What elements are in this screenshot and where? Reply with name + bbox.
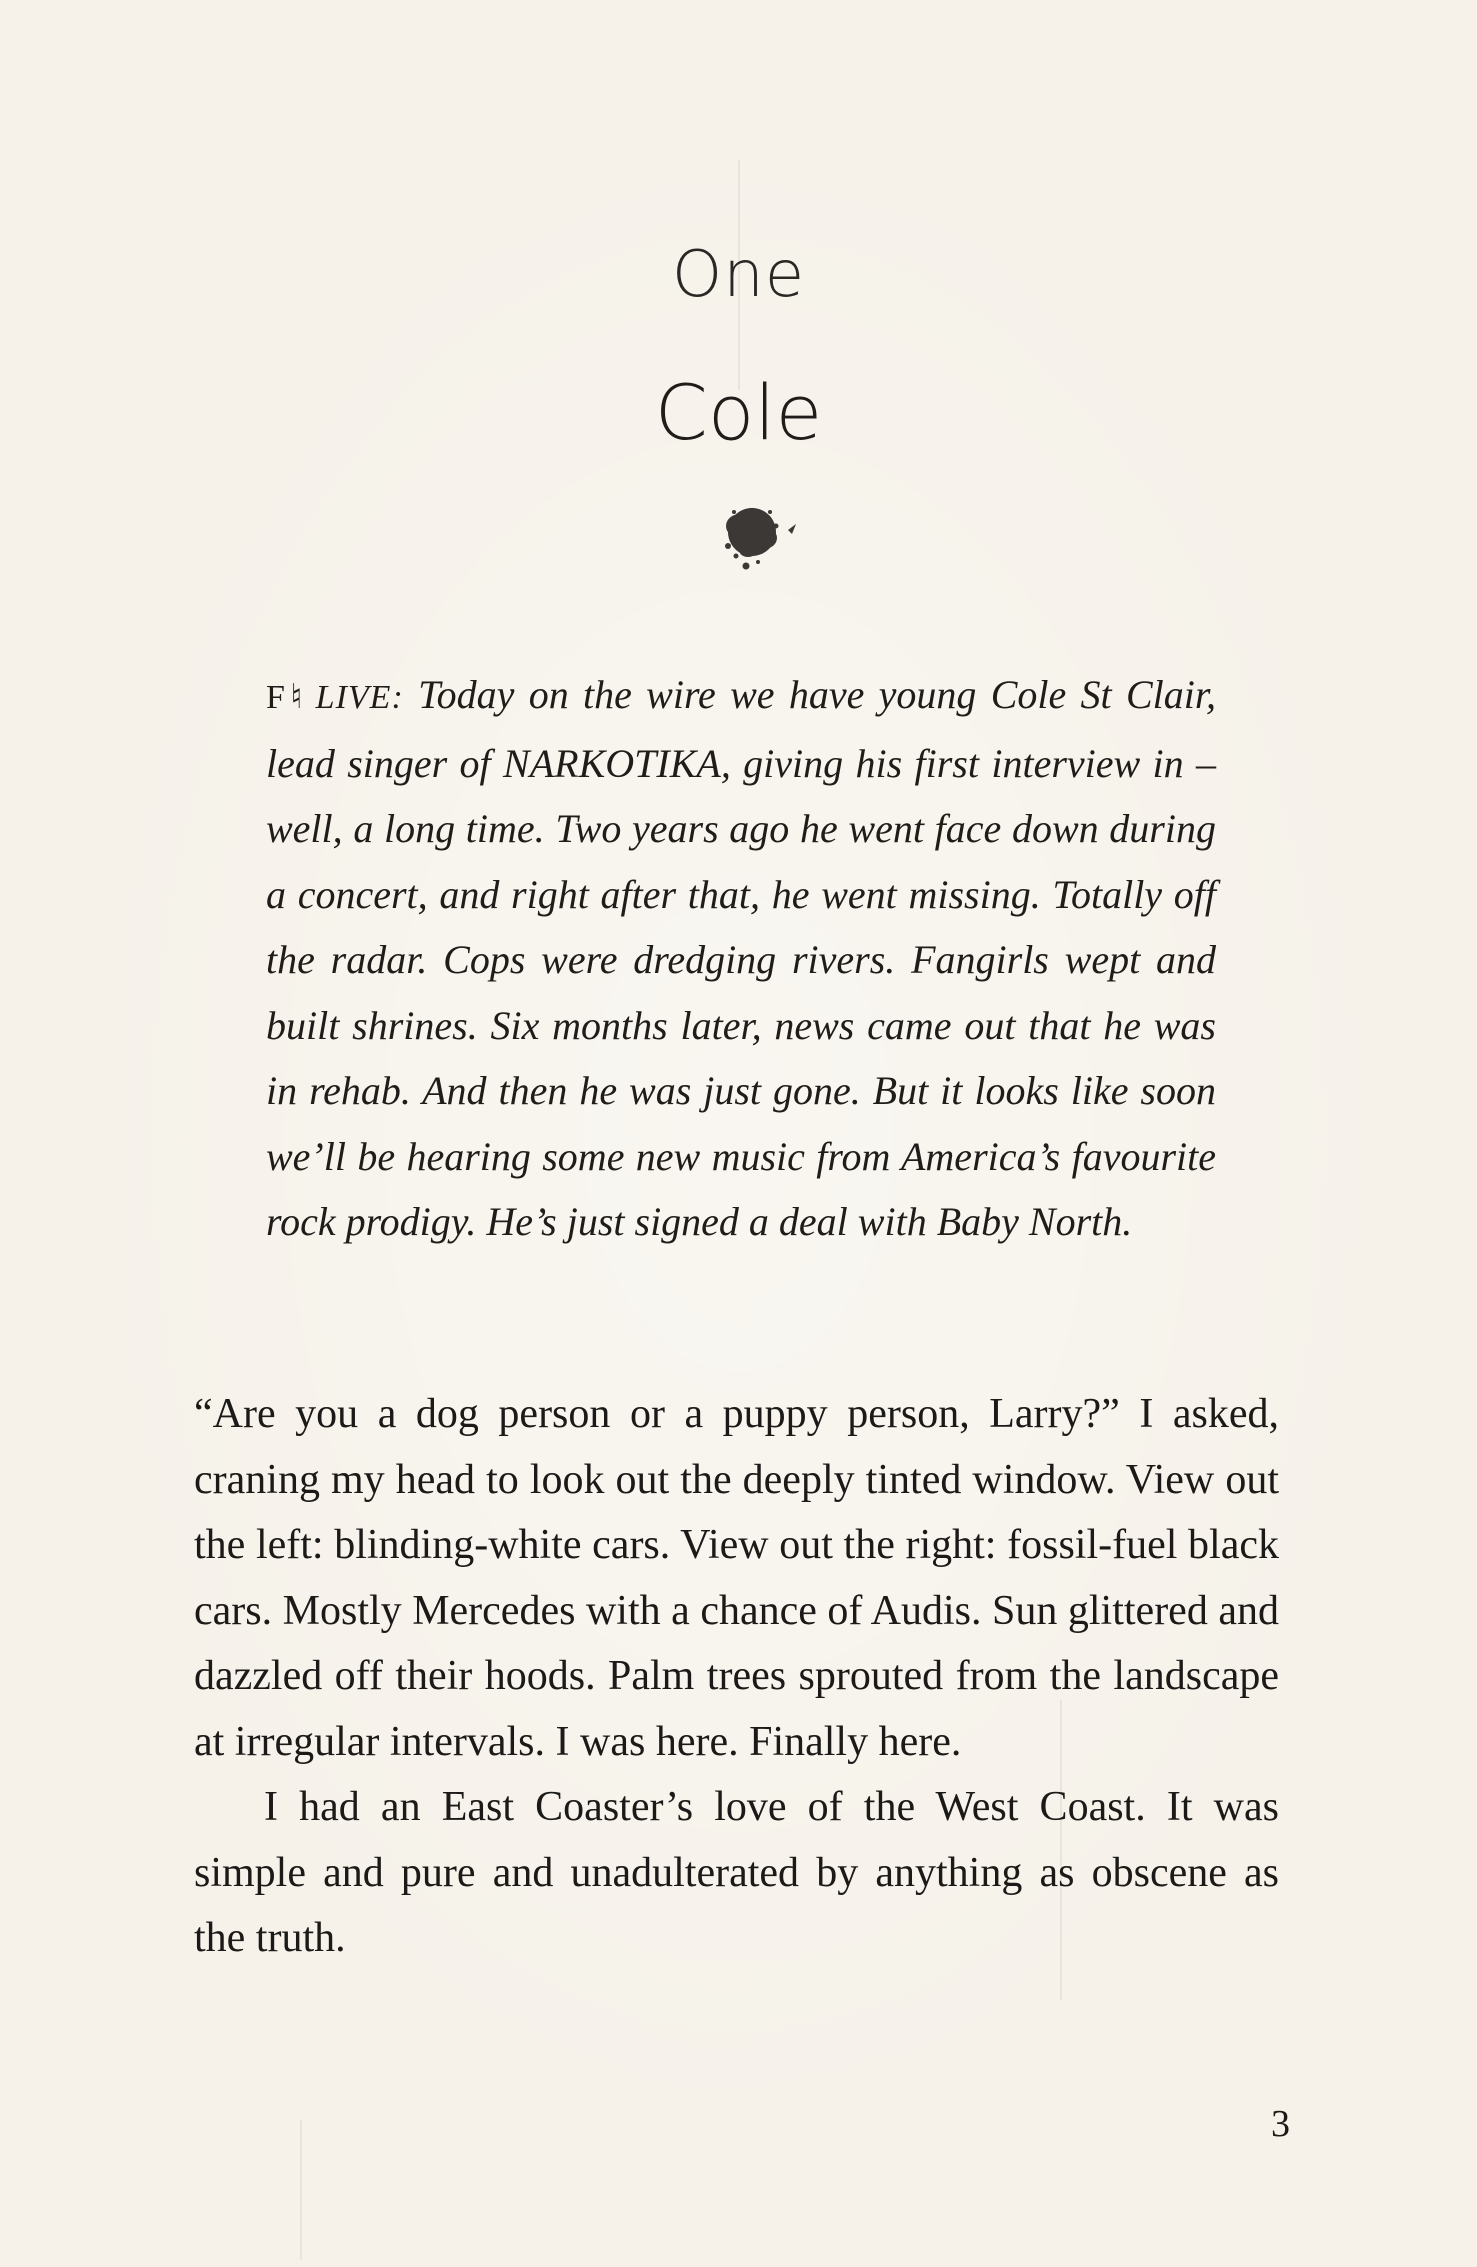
page-number: 3 <box>1271 2103 1290 2145</box>
paragraph: I had an East Coaster’s love of the West Coast. It was simple and pure and unadulterated by anything as obscene as the truth. <box>194 1784 1279 1961</box>
epigraph-source: F♮ <box>266 679 308 716</box>
chapter-number: One <box>671 238 806 312</box>
chapter-title: Cole <box>654 368 823 457</box>
epigraph-text: Today on the wire we have young Cole St Clair, lead singer of NARKOTIKA, giving his first interview in – well, a long time. Two years ago he went face down during a concert, and right after that, he went missing. Totally off the radar. Cops were dredging rivers. Fangirls wept and built shrines. Six months later, news came out that he was in rehab. And then he was just gone. But it looks like soon we’ll be hearing some new music from America’s favourite rock prodigy. He’s just signed a deal with Baby North. <box>266 672 1217 1244</box>
epigraph-source-label: LIVE: <box>315 679 404 716</box>
ink-splat-icon <box>700 486 820 586</box>
body-text <box>194 1382 1279 1972</box>
fold-mark <box>300 2120 302 2260</box>
epigraph <box>266 662 1216 1255</box>
paragraph: “Are you a dog person or a puppy person, Larry?” I asked, craning my head to look out the deeply tinted window. View out the left: blinding-white cars. View out the right: fossil-fuel black cars. Mostly Mercedes with a chance of Audis. Sun glittered and dazzled off their hoods. Palm trees sprouted from the landscape at irregular intervals. I was here. Finally here. <box>194 1391 1279 1765</box>
